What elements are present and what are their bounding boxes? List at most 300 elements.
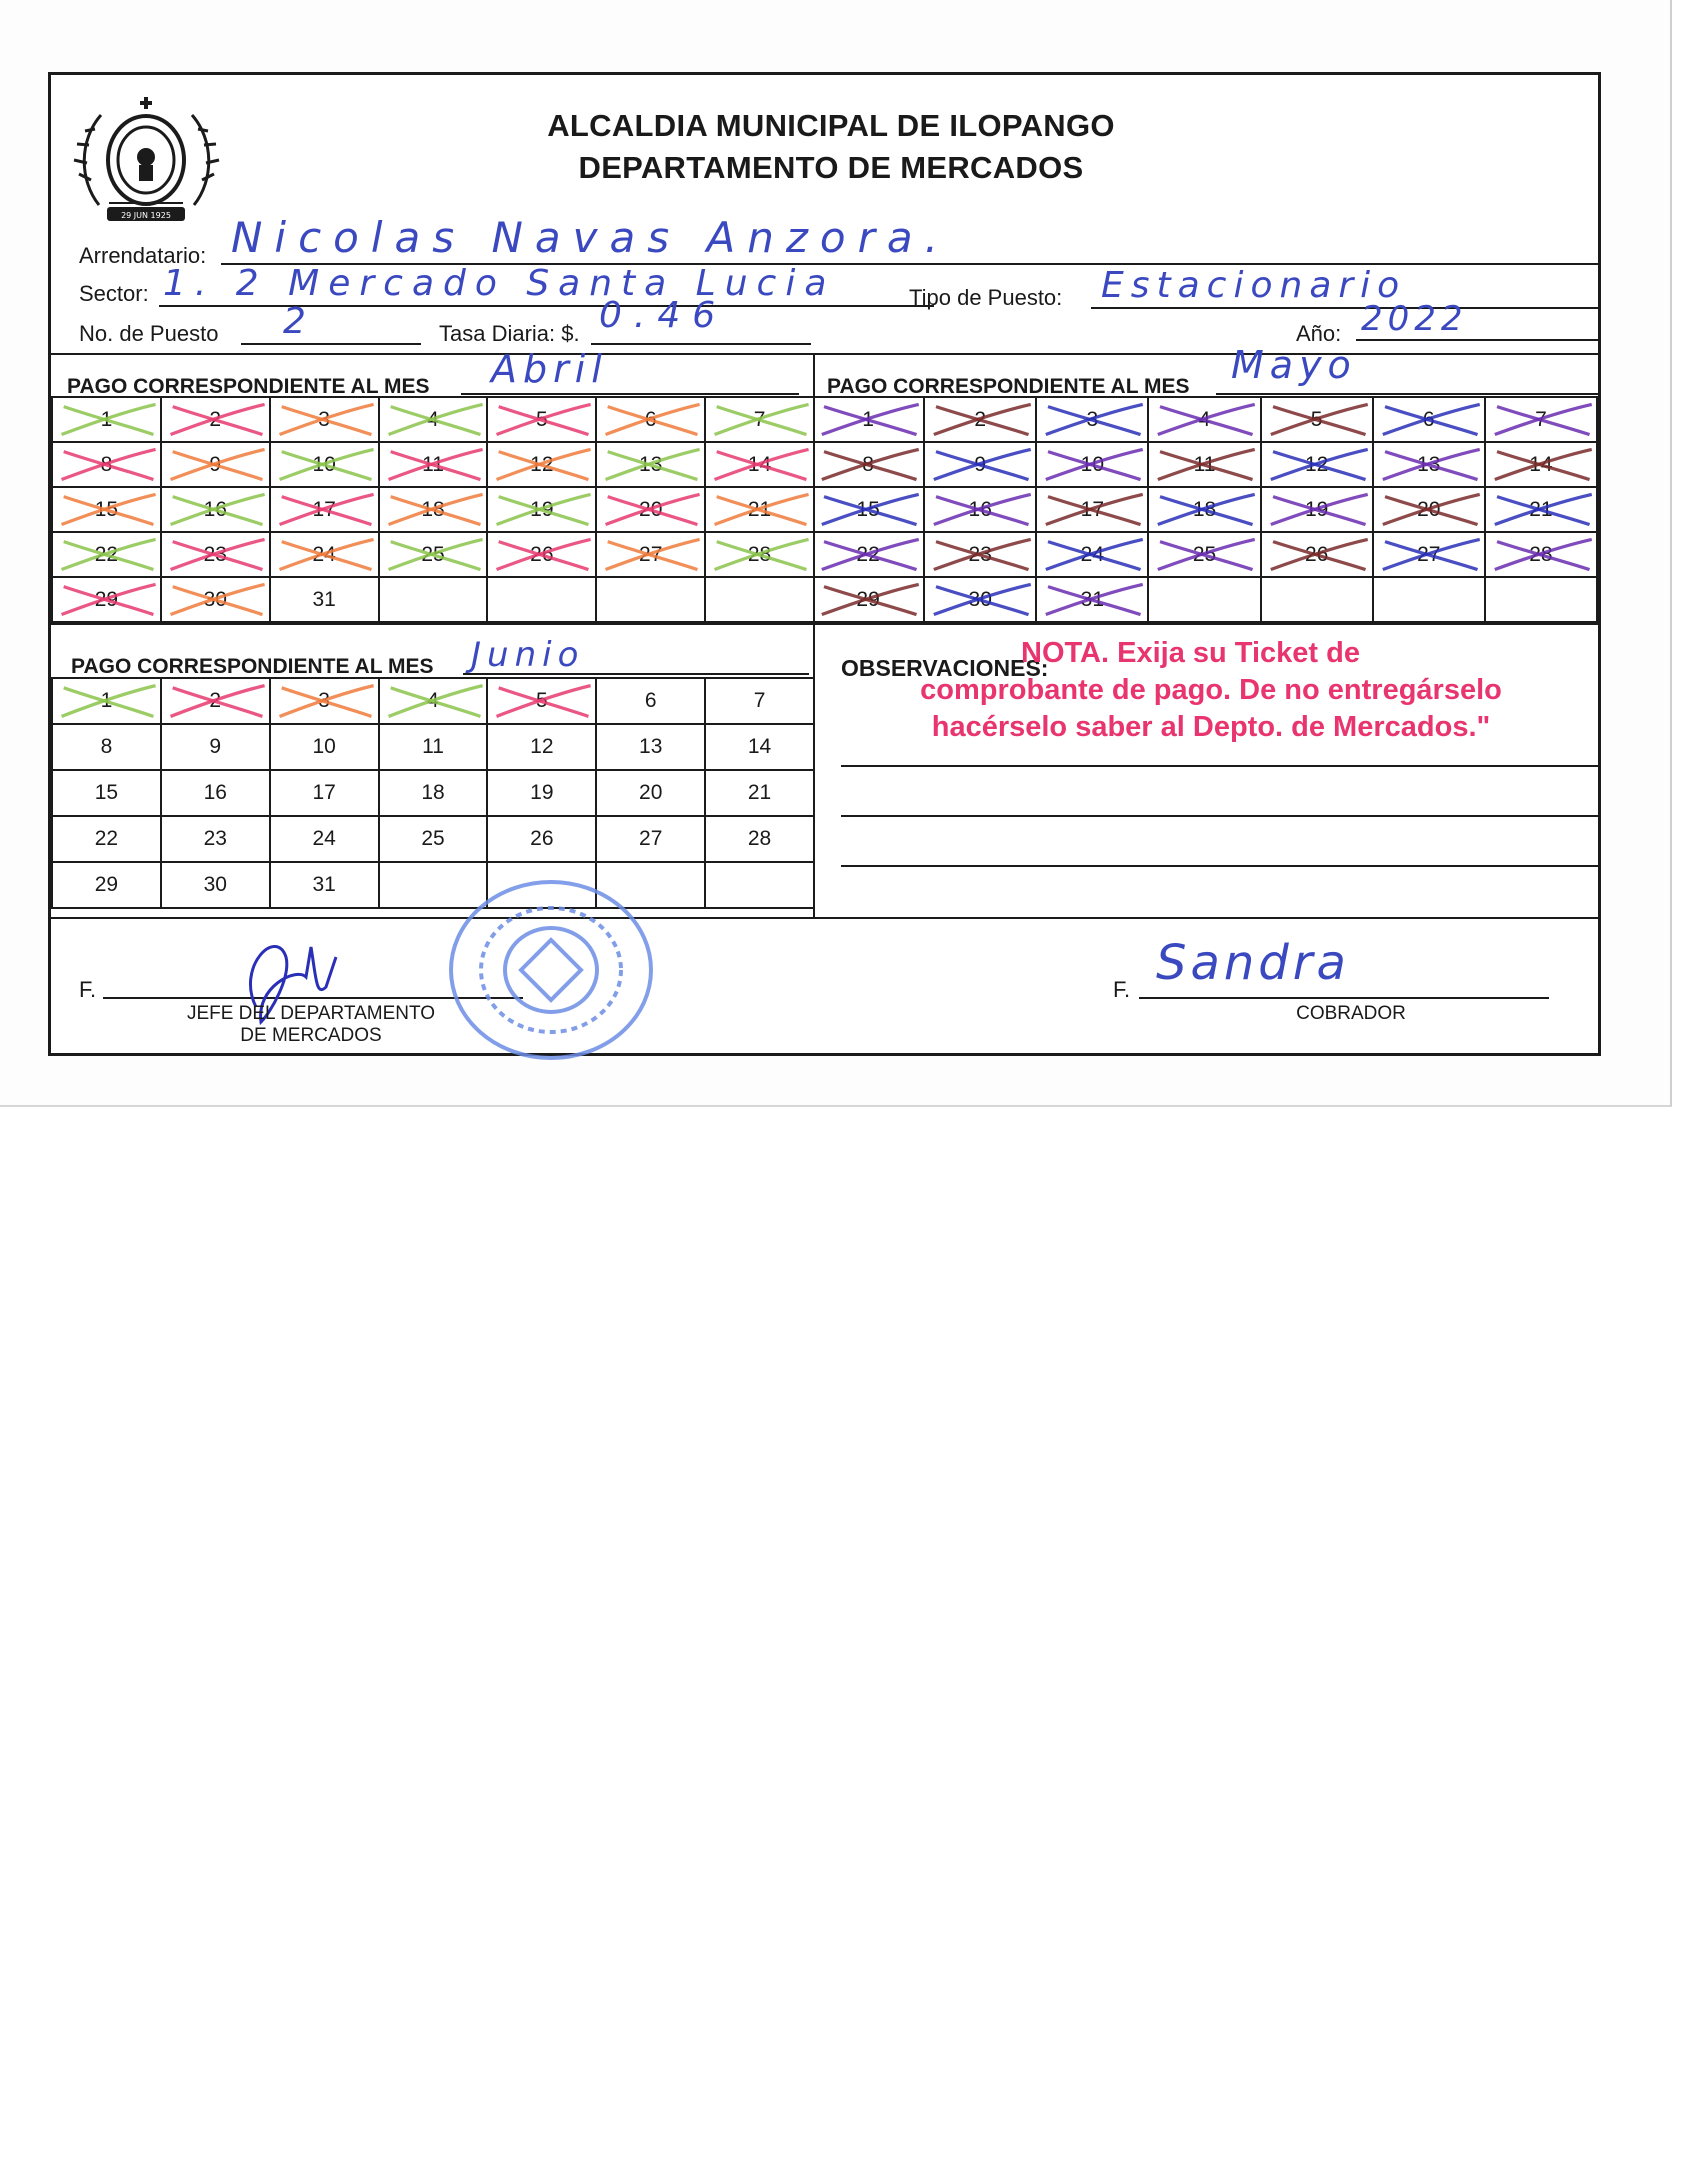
paid-strike-mark	[1262, 533, 1372, 576]
arrendatario-value: Nicolas Navas Anzora.	[231, 213, 950, 262]
junio-day-cell	[380, 771, 489, 817]
abril-underline	[461, 393, 799, 395]
mayo-day-cell	[1486, 398, 1598, 443]
day-number: 12	[1304, 452, 1329, 476]
day-number: 10	[1080, 452, 1105, 476]
abril-day-cell	[162, 533, 271, 578]
obs-line1	[841, 765, 1598, 767]
day-number: 19	[1304, 497, 1329, 521]
cobrador-signature-line	[1139, 997, 1549, 999]
observaciones-divider	[813, 623, 815, 917]
paid-strike-mark	[162, 578, 269, 621]
tasa-value: 0.46	[599, 295, 728, 336]
day-number: 19	[530, 781, 554, 804]
mayo-empty-cell	[1149, 578, 1261, 623]
mayo-day-cell	[1486, 443, 1598, 488]
mayo-day-cell	[1486, 533, 1598, 578]
paid-strike-mark	[597, 488, 704, 531]
paid-strike-mark	[1374, 398, 1484, 441]
day-number: 21	[1529, 497, 1553, 521]
junio-day-cell	[162, 817, 271, 863]
mayo-day-cell	[813, 578, 925, 623]
paid-strike-mark	[380, 533, 487, 576]
day-number: 26	[530, 542, 554, 566]
abril-day-cell	[380, 533, 489, 578]
day-number: 15	[94, 497, 119, 521]
paid-strike-mark	[380, 443, 487, 486]
day-number: 2	[209, 407, 222, 431]
day-number: 17	[312, 781, 336, 804]
paid-strike-mark	[706, 533, 813, 576]
junio-day-cell	[488, 679, 597, 725]
municipal-emblem-icon	[69, 85, 224, 235]
abril-day-cell	[380, 488, 489, 533]
day-number: 2	[974, 407, 987, 431]
day-number: 29	[856, 587, 880, 611]
junio-day-cell	[597, 771, 706, 817]
abril-day-cell	[706, 443, 815, 488]
day-number: 13	[639, 735, 663, 758]
paid-strike-mark	[488, 443, 595, 486]
mayo-day-cell	[925, 398, 1037, 443]
day-number: 2	[209, 689, 222, 712]
abril-day-cell	[53, 398, 162, 443]
mayo-name: Mayo	[1231, 343, 1357, 387]
day-number: 20	[639, 781, 663, 804]
paid-strike-mark	[271, 488, 378, 531]
tasa-underline	[591, 343, 811, 345]
paid-strike-mark	[162, 533, 269, 576]
anio-underline	[1356, 339, 1601, 341]
divider-top	[51, 353, 1598, 355]
paid-strike-mark	[1149, 398, 1259, 441]
abril-day-cell	[162, 488, 271, 533]
junio-day-cell	[706, 679, 815, 725]
day-number: 6	[644, 689, 657, 712]
day-number: 4	[1198, 407, 1211, 431]
mayo-empty-cell	[1262, 578, 1374, 623]
paid-strike-mark	[813, 488, 923, 531]
day-number: 30	[968, 587, 992, 611]
paid-strike-mark	[380, 679, 487, 723]
abril-day-cell	[488, 533, 597, 578]
day-number: 1	[100, 407, 113, 431]
junio-day-cell	[271, 771, 380, 817]
mayo-day-cell	[925, 533, 1037, 578]
jefe-label-line2: DE MERCADOS	[240, 1025, 382, 1046]
divider-bottom	[51, 917, 1598, 919]
day-number: 3	[318, 689, 330, 712]
abril-day-cell	[706, 398, 815, 443]
paid-strike-mark	[1262, 488, 1372, 531]
mayo-day-cell	[1374, 443, 1486, 488]
day-number: 13	[1417, 452, 1441, 476]
day-number: 19	[530, 497, 554, 521]
abril-calendar	[51, 396, 815, 623]
tipo-puesto-value: Estacionario	[1101, 265, 1407, 306]
junio-day-cell	[53, 863, 162, 909]
day-number: 10	[312, 735, 336, 758]
day-number: 10	[312, 452, 336, 476]
abril-day-cell	[597, 443, 706, 488]
mayo-day-cell	[1374, 398, 1486, 443]
junio-name: Junio	[471, 635, 585, 675]
day-number: 20	[1417, 497, 1441, 521]
anio-value: 2022	[1361, 299, 1468, 339]
day-number: 22	[856, 542, 880, 566]
day-number: 27	[639, 542, 663, 566]
paid-strike-mark	[162, 443, 269, 486]
junio-day-cell	[380, 725, 489, 771]
day-number: 11	[1193, 452, 1216, 476]
junio-day-cell	[53, 679, 162, 725]
day-number: 28	[747, 542, 772, 566]
day-number: 23	[968, 542, 992, 566]
abril-day-cell	[380, 443, 489, 488]
paid-strike-mark	[271, 443, 378, 486]
day-number: 8	[862, 452, 874, 476]
junio-day-cell	[271, 817, 380, 863]
day-number: 3	[1086, 407, 1099, 431]
day-number: 24	[312, 827, 336, 850]
junio-day-cell	[271, 863, 380, 909]
day-number: 25	[421, 542, 445, 566]
paid-strike-mark	[597, 443, 704, 486]
day-number: 4	[427, 407, 439, 431]
paid-strike-mark	[271, 398, 378, 441]
junio-day-cell	[706, 817, 815, 863]
day-number: 29	[94, 587, 119, 611]
mayo-day-cell	[1374, 488, 1486, 533]
day-number: 4	[427, 689, 439, 712]
paid-strike-mark	[1149, 488, 1259, 531]
abril-empty-cell	[488, 578, 597, 623]
abril-day-cell	[597, 533, 706, 578]
paid-strike-mark	[1262, 398, 1372, 441]
day-number: 15	[94, 781, 119, 804]
junio-day-cell	[488, 817, 597, 863]
junio-day-cell	[380, 817, 489, 863]
abril-day-cell	[488, 488, 597, 533]
anio-label: Año:	[1296, 321, 1342, 346]
day-number: 16	[203, 781, 227, 804]
title-line2: DEPARTAMENTO DE MERCADOS	[578, 150, 1084, 185]
day-number: 5	[1310, 407, 1323, 431]
mayo-day-cell	[1149, 488, 1261, 533]
abril-day-cell	[706, 488, 815, 533]
junio-day-cell	[162, 725, 271, 771]
day-number: 18	[421, 781, 445, 804]
day-number: 5	[536, 689, 548, 712]
paid-strike-mark	[380, 398, 487, 441]
paid-strike-mark	[1374, 533, 1484, 576]
mayo-day-cell	[813, 398, 925, 443]
abril-day-cell	[162, 443, 271, 488]
jefe-label	[161, 1003, 461, 1047]
day-number: 6	[644, 407, 657, 431]
mayo-day-cell	[1149, 398, 1261, 443]
abril-empty-cell	[706, 578, 815, 623]
mayo-day-cell	[1149, 533, 1261, 578]
day-number: 8	[100, 735, 113, 758]
nota-line2: comprobante de pago. De no entregárselo	[920, 674, 1502, 706]
day-number: 20	[639, 497, 663, 521]
divider-middle	[51, 623, 1598, 625]
day-number: 12	[530, 452, 554, 476]
day-number: 7	[1535, 407, 1547, 431]
tasa-label: Tasa Diaria: $.	[439, 321, 580, 346]
day-number: 13	[639, 452, 663, 476]
paid-strike-mark	[925, 488, 1035, 531]
paid-strike-mark	[1486, 488, 1596, 531]
abril-day-cell	[162, 578, 271, 623]
day-number: 29	[94, 873, 119, 896]
junio-calendar	[51, 677, 815, 909]
day-number: 30	[203, 587, 227, 611]
day-number: 11	[422, 452, 444, 476]
paid-strike-mark	[53, 533, 160, 576]
day-number: 27	[639, 827, 663, 850]
abril-day-cell	[488, 398, 597, 443]
junio-day-cell	[597, 679, 706, 725]
abril-day-cell	[271, 398, 380, 443]
junio-day-cell	[162, 679, 271, 725]
junio-day-cell	[271, 679, 380, 725]
day-number: 7	[753, 407, 766, 431]
day-number: 14	[1529, 452, 1553, 476]
day-number: 9	[209, 735, 222, 758]
day-number: 28	[747, 827, 772, 850]
junio-day-cell	[53, 725, 162, 771]
day-number: 5	[536, 407, 548, 431]
day-number: 21	[747, 497, 772, 521]
day-number: 7	[753, 689, 766, 712]
paid-strike-mark	[1374, 443, 1484, 486]
paid-strike-mark	[1262, 443, 1372, 486]
paid-strike-mark	[1374, 488, 1484, 531]
sector-underline	[159, 305, 934, 307]
junio-day-cell	[162, 771, 271, 817]
day-number: 22	[94, 542, 119, 566]
paid-strike-mark	[162, 679, 269, 723]
day-number: 8	[100, 452, 113, 476]
paid-strike-mark	[813, 398, 923, 441]
day-number: 16	[203, 497, 227, 521]
junio-day-cell	[162, 863, 271, 909]
day-number: 31	[312, 873, 336, 896]
mayo-day-cell	[1037, 533, 1149, 578]
day-number: 26	[530, 827, 554, 850]
day-number: 24	[1080, 542, 1105, 566]
abril-day-cell	[271, 488, 380, 533]
paid-strike-mark	[53, 488, 160, 531]
arrendatario-label: Arrendatario:	[79, 243, 207, 268]
observaciones-label: OBSERVACIONES:	[841, 655, 1049, 681]
day-number: 14	[747, 735, 772, 758]
paid-strike-mark	[488, 488, 595, 531]
mayo-day-cell	[813, 488, 925, 533]
day-number: 17	[312, 497, 336, 521]
abril-day-cell	[380, 398, 489, 443]
day-number: 30	[203, 873, 227, 896]
day-number: 3	[318, 407, 330, 431]
mayo-underline	[1216, 393, 1598, 395]
month-divider	[813, 354, 815, 396]
day-number: 15	[856, 497, 880, 521]
day-number: 9	[209, 452, 222, 476]
payment-card	[48, 72, 1601, 1056]
day-number: 21	[747, 781, 772, 804]
abril-day-cell	[53, 488, 162, 533]
paid-strike-mark	[53, 578, 160, 621]
junio-day-cell	[706, 771, 815, 817]
mayo-day-cell	[925, 488, 1037, 533]
abril-day-cell	[271, 533, 380, 578]
paid-strike-mark	[925, 443, 1035, 486]
day-number: 16	[968, 497, 992, 521]
cobrador-name: Sandra	[1156, 935, 1350, 991]
puesto-value: 2	[283, 301, 312, 342]
abril-heading: PAGO CORRESPONDIENTE AL MES	[67, 375, 430, 398]
official-stamp-icon	[441, 875, 661, 1065]
junio-heading: PAGO CORRESPONDIENTE AL MES	[71, 655, 434, 678]
paid-strike-mark	[53, 679, 160, 723]
paid-strike-mark	[1486, 443, 1596, 486]
paid-strike-mark	[706, 488, 813, 531]
puesto-label: No. de Puesto	[79, 321, 219, 346]
paid-strike-mark	[597, 533, 704, 576]
paid-strike-mark	[162, 398, 269, 441]
paid-strike-mark	[813, 578, 923, 621]
mayo-day-cell	[1037, 398, 1149, 443]
abril-day-cell	[271, 443, 380, 488]
paid-strike-mark	[488, 398, 595, 441]
emblem-date: 29 JUN 1925	[121, 211, 171, 220]
mayo-day-cell	[1149, 443, 1261, 488]
abril-day-cell	[53, 578, 162, 623]
mayo-day-cell	[1262, 488, 1374, 533]
paid-strike-mark	[1037, 398, 1147, 441]
mayo-day-cell	[1262, 443, 1374, 488]
nota-line1: NOTA. Exija su Ticket de	[1021, 637, 1360, 669]
paid-strike-mark	[1149, 533, 1259, 576]
junio-empty-cell	[706, 863, 815, 909]
mayo-day-cell	[1037, 443, 1149, 488]
junio-day-cell	[380, 679, 489, 725]
junio-day-cell	[53, 771, 162, 817]
junio-day-cell	[271, 725, 380, 771]
day-number: 17	[1080, 497, 1105, 521]
abril-day-cell	[53, 443, 162, 488]
day-number: 27	[1417, 542, 1441, 566]
day-number: 18	[1192, 497, 1217, 521]
mayo-day-cell	[1262, 533, 1374, 578]
mayo-day-cell	[925, 578, 1037, 623]
card-title	[351, 105, 1311, 189]
abril-empty-cell	[597, 578, 706, 623]
mayo-calendar	[813, 396, 1598, 623]
abril-day-cell	[53, 533, 162, 578]
paid-strike-mark	[488, 533, 595, 576]
day-number: 1	[862, 407, 874, 431]
abril-day-cell	[597, 488, 706, 533]
day-number: 24	[312, 542, 336, 566]
day-number: 9	[974, 452, 987, 476]
mayo-empty-cell	[1486, 578, 1598, 623]
paid-strike-mark	[53, 443, 160, 486]
paid-strike-mark	[706, 443, 813, 486]
nota-text	[841, 635, 1581, 746]
junio-day-cell	[488, 771, 597, 817]
sector-value: 1. 2 Mercado Santa Lucia	[163, 263, 836, 304]
tipo-puesto-label: Tipo de Puesto:	[909, 285, 1063, 310]
paid-strike-mark	[271, 533, 378, 576]
day-number: 1	[100, 689, 113, 712]
paid-strike-mark	[488, 679, 595, 723]
mayo-day-cell	[1037, 578, 1149, 623]
junio-day-cell	[488, 725, 597, 771]
paid-strike-mark	[706, 398, 813, 441]
obs-line2	[841, 815, 1598, 817]
paid-strike-mark	[1149, 443, 1259, 486]
paid-strike-mark	[1037, 533, 1147, 576]
junio-day-cell	[597, 817, 706, 863]
day-number: 23	[203, 827, 227, 850]
title-line1: ALCALDIA MUNICIPAL DE ILOPANGO	[547, 108, 1115, 143]
mayo-day-cell	[925, 443, 1037, 488]
paid-strike-mark	[380, 488, 487, 531]
day-number: 23	[203, 542, 227, 566]
day-number: 6	[1422, 407, 1435, 431]
paid-strike-mark	[925, 533, 1035, 576]
paid-strike-mark	[1486, 398, 1596, 441]
day-number: 11	[422, 735, 444, 758]
paid-strike-mark	[597, 398, 704, 441]
puesto-underline	[241, 343, 421, 345]
day-number: 28	[1529, 542, 1553, 566]
abril-day-cell	[597, 398, 706, 443]
mayo-day-cell	[1037, 488, 1149, 533]
paid-strike-mark	[813, 443, 923, 486]
tipo-puesto-underline	[1091, 307, 1601, 309]
junio-day-cell	[53, 817, 162, 863]
paid-strike-mark	[1486, 533, 1596, 576]
sector-label: Sector:	[79, 281, 149, 306]
mayo-empty-cell	[1374, 578, 1486, 623]
day-number: 31	[1080, 587, 1105, 611]
day-number: 25	[1192, 542, 1217, 566]
day-number: 18	[421, 497, 445, 521]
obs-line3	[841, 865, 1598, 867]
junio-day-cell	[706, 725, 815, 771]
abril-day-cell	[488, 443, 597, 488]
day-number: 22	[94, 827, 119, 850]
abril-empty-cell	[380, 578, 489, 623]
mayo-day-cell	[1262, 398, 1374, 443]
paid-strike-mark	[271, 679, 378, 723]
paid-strike-mark	[813, 533, 923, 576]
day-number: 12	[530, 735, 554, 758]
paid-strike-mark	[53, 398, 160, 441]
paid-strike-mark	[925, 578, 1035, 621]
abril-day-cell	[706, 533, 815, 578]
day-number: 31	[312, 587, 336, 611]
mayo-day-cell	[813, 533, 925, 578]
f-left-label: F.	[79, 977, 97, 1002]
paid-strike-mark	[1037, 488, 1147, 531]
f-right-label: F.	[1113, 977, 1131, 1002]
abril-name: Abril	[491, 347, 608, 391]
